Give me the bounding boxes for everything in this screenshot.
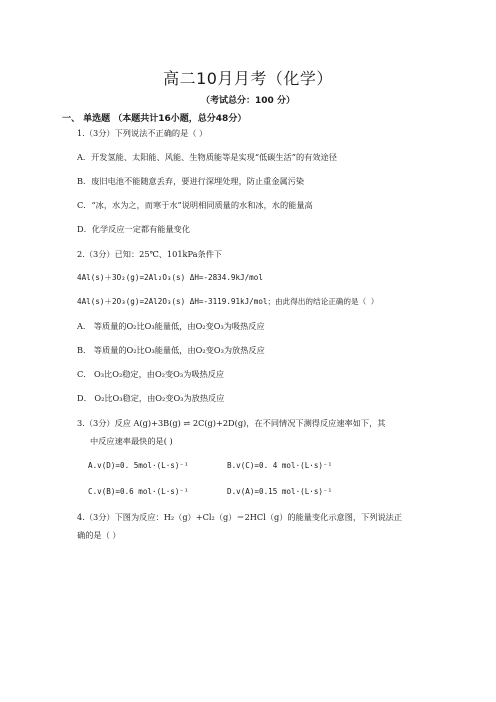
q1-option-a: A．开发氢能、太阳能、风能、生物质能等是实现“低碳生活”的有效途径 xyxy=(77,152,337,162)
q2-option-a: A． 等质量的O₂比O₃能量低，由O₂变O₃为吸热反应 xyxy=(77,321,265,331)
q3-stem-line-1: 3.（3分）反应 A(g)+3B(g) ⇌ 2C(g)+2D(g)，在不同情况下测得反应速率如下，其 xyxy=(77,418,386,428)
q1-option-b: B．废旧电池不能随意丢弃，要进行深埋处理，防止重金属污染 xyxy=(77,176,305,186)
q3-stem-line-2: 中反应速率最快的是( ) xyxy=(90,436,173,446)
section-heading: 一、 单选题 （本题共计16小题，总分48分） xyxy=(62,114,247,124)
q4-stem-line-2: 确的是（ ） xyxy=(77,530,121,540)
page-title: 高二10月月考（化学） xyxy=(163,69,333,88)
q3-option-d: D.v(A)=0.15 mol·(L·s)⁻¹ xyxy=(227,487,333,496)
q2-equation-1: 4Al(s)＋3O₂(g)=2Al₂O₃(s) ΔH=-2834.9kJ/mol xyxy=(77,273,263,282)
q3-option-b: B.v(C)=0. 4 mol·(L·s)⁻¹ xyxy=(227,461,333,470)
q2-option-d: D． O₂比O₃稳定，由O₂变O₃为放热反应 xyxy=(77,393,225,403)
q1-option-d: D．化学反应一定都有能量变化 xyxy=(77,224,191,234)
q2-stem: 2.（3分）已知：25℃、101kPa条件下 xyxy=(77,249,223,259)
exam-total-score: （考试总分：100 分） xyxy=(201,96,295,106)
q1-option-c: C．“冰，水为之，而寒于水”说明相同质量的水和冰，水的能量高 xyxy=(77,200,313,210)
q1-stem: 1.（3分）下列说法不正确的是（ ） xyxy=(77,128,208,138)
q2-equation-2: 4Al(s)＋2O₃(g)=2Al2O₃(s) ΔH=-3119.91kJ/mol；由此得出的结论正确的是（ ） xyxy=(77,297,379,306)
q3-option-c: C.v(B)=0.6 mol·(L·s)⁻¹ xyxy=(88,487,189,496)
q3-option-a: A.v(D)=0. 5mol·(L·s)⁻¹ xyxy=(88,461,189,470)
q2-option-b: B． 等质量的O₂比O₃能量低，由O₂变O₃为放热反应 xyxy=(77,345,265,355)
q4-stem-line-1: 4.（3分）下图为反应：H₂（g）+Cl₂（g）＝2HCl（g）的能量变化示意图，下列说法正 xyxy=(77,512,403,522)
q2-option-c: C． O₃比O₂稳定，由O₂变O₃为吸热反应 xyxy=(77,369,225,379)
